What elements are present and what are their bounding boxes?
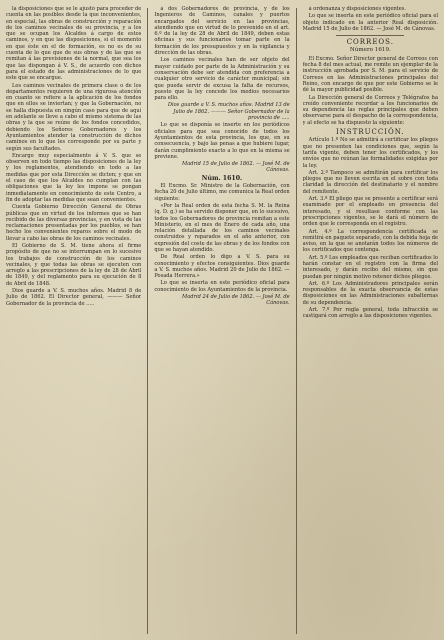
column-divider bbox=[147, 8, 148, 634]
column-3 bbox=[303, 6, 438, 636]
article-paragraph: Art. 3.º El pliego que se presente a certificar será examinado por el empleado en presencia del interesado, y si resultase conforme con las prescripciones vigentes, se le dará el número de orden que le corresponda en el registro. bbox=[302, 196, 438, 228]
instruction-title: INSTRUCCIÓN. bbox=[335, 128, 405, 137]
paragraph: El Excmo. Señor Director general de Correos con fecha 8 del mes actual, me remite un ejemplar de la instrucción aprobada por S. M. para el servicio de Correos en las Administraciones principales del Reino, con encargo de que por este Gobierno se le dé la mayor publicidad posible. bbox=[302, 55, 438, 94]
paragraph: Los caminos vecinales han de ser objeto del mayor cuidado por parte de la Administración y su conservación debe ser atendida con preferencia a cualquier otro servicio de carácter municipal; sin que pueda servir de excusa la falta de recursos, puesto que la ley concede los medios necesarios para ello. bbox=[154, 57, 290, 102]
paragraph: la disposiciones que se le ajustó para proceder de cuenta en las posibles desde la que inconvenientes, en especial, las obras de construcción y reparación de los caminos vecinales de su provincia, y a los que se ocupan los Alcaldes á cargo de estos caminos, y en que las disposiciones, si el momento en que éste en el de formación, es no es de su cuenta de lo que que de sus obras y de las que se remitan á las previsiones de la normal, que sea los que las dispongan á V. S., de acuerdo con dichos para el estado de las administraciones de lo que este que se encargue. bbox=[6, 6, 142, 82]
section-title: CORREOS. bbox=[346, 38, 394, 47]
article-paragraph: Art. 6.º Los Administradores principales serán responsables de la exacta observancia de estas disposiciones en las Administraciones subalternas de su dependencia. bbox=[302, 280, 438, 306]
article-paragraph: Art. 7.º Por regla general, toda infracción se castigará con arreglo a las disposiciones vigentes. bbox=[302, 307, 438, 320]
column-1 bbox=[6, 6, 141, 636]
column-divider bbox=[296, 8, 297, 634]
paragraph: Lo que se inserta en este periódico oficial para el objeto indicado en la anterior Real disposición. Madrid 15 de Julio de 1862. — José M. de Cánovas. bbox=[302, 13, 438, 32]
paragraph: Encargo muy especialmente á V. S. que se observen en todo tiempo las disposiciones de la ley y los reglamentos, atendiendo en todo a las medidas que por esta Dirección se dicten; y que en el caso de que los Alcaldes no cumplan con las obligaciones que la ley les impone se pongan inmediatamente en conocimiento de este Centro, a fin de adoptar las medidas que sean convenientes. bbox=[6, 152, 142, 203]
paragraph: Lo que se disponía se inserte en los periódicos oficiales para que sea conocido de todos los Ayuntamientos de esta provincia, los que, en su consecuencia, y bajo las penas a que hubiere lugar, darán cumplimiento exacto a lo que en la misma se previene. bbox=[154, 122, 290, 160]
paragraph: Dios guarde a V. S. muchos años. Madrid 8 de Julio de 1862. El Director general, ——— Señor Gobernador de la provincia de ..... bbox=[6, 288, 142, 307]
signature-line: Madrid 24 de Julio de 1862. — José M. de Cánovas. bbox=[182, 294, 290, 307]
paragraph: á ordenanza y disposiciones vigentes. bbox=[308, 6, 407, 12]
signature-line: Madrid 15 de Julio de 1862. — José M. de Cánovas. bbox=[182, 161, 290, 174]
article-paragraph: Art. 5.º Los empleados que reciban certificados lo harán constar en el registro con la firma del interesado, y darán recibo del mismo, sin que puedan por ningún motivo retener dichos pliegos. bbox=[302, 254, 438, 280]
signature-line: Dios guarde a V. S. muchos años. Madrid 13 de Julio de 1862. ——— Señor Gobernador de la provincia de ..... bbox=[167, 102, 290, 122]
paragraph: Cuenta Gobierno Dirección General de Obras públicas que en virtud de los informes que se han recibido de las diversas provincias, y en vista de las reclamaciones presentadas por los pueblos, se han hecho los convenientes reparos sobre el modo de llevar a cabo las obras de los caminos vecinales. bbox=[6, 204, 142, 242]
article-paragraph: Artículo 1.º No se admitirá a certificar los pliegos que no presenten las condiciones que, según la tarifa vigente, deben tener los certificados, y los envíos que no reúnan las formalidades exigidas por la ley. bbox=[302, 137, 438, 169]
item-number-heading: Núm. 1610. bbox=[201, 174, 243, 182]
paragraph: á dos Gobernadores de provincia, y de los Ingenieros de Caminos, canales y puertos encargados del servicio en las provincias, atendiendo que en virtud de lo prevenido en el art. 6.º de la ley de 28 de Abril de 1849, deben estas oficinas y sus funcionarios tomar parte en la formación de los presupuestos y en la vigilancia y dirección de las obras. bbox=[154, 6, 290, 57]
column-2 bbox=[154, 6, 289, 636]
paragraph: Lo que se inserta en este periódico oficial para conocimiento de los Ayuntamientos de la provincia. bbox=[154, 280, 290, 293]
divider-line bbox=[336, 35, 404, 36]
paragraph: El Excmo. Sr. Ministro de la Gobernación, con fecha 20 de Julio último, me comunica la Real orden siguiente: bbox=[154, 183, 290, 202]
paragraph: «Por la Real orden de esta fecha S. M. la Reina (q. D. g.) se ha servido disponer que, en lo sucesivo, todos los Gobernadores de provincia remitan a este Ministerio, en el mes de Enero de cada año, una relación detallada de los caminos vecinales construidos y reparados en el año anterior, con expresión del coste de las obras y de los fondos con que se hayan atendido. bbox=[154, 202, 290, 253]
paragraph: El Gobierno de S. M. tiene ahora el firme propósito de que no se interrumpan en lo sucesivo los trabajos de construcción de los caminos vecinales, y que todas las obras se ejecuten con arreglo a las prescripciones de la ley de 28 de Abril de 1849, y del reglamento para su ejecución de 8 de Abril de 1848. bbox=[6, 242, 142, 287]
paragraph: De Real orden lo digo a V. S. para su conocimiento y efectos consiguientes. Dios guarde a V. S. muchos años. Madrid 20 de Julio de 1862. — Posada Herrera.» bbox=[154, 254, 290, 280]
paragraph: La Dirección general de Correos y Telégrafos ha creído conveniente recordar a los funcionarios de su dependencia las reglas principales que deben observarse para el despacho de la correspondencia, y al efecto se ha dispuesto la siguiente: bbox=[302, 94, 438, 126]
article-paragraph: Art. 4.º La correspondencia certificada se remitirá en paquete separado, con la debida hoja de aviso, en la que se anotarán todos los números de los certificados que contenga. bbox=[302, 228, 438, 254]
article-paragraph: Art. 2.º Tampoco se admitirán para certificar los pliegos que no lleven escrita en el sobre con toda claridad la dirección del destinatario y el nombre del remitente. bbox=[302, 169, 438, 195]
item-number-heading: Número 1619. bbox=[349, 47, 391, 54]
paragraph: Los caminos vecinales de primera clase o de los departamentos requieren de una rigurosa atención en cuanto se refiere a la aplicación de los fondos que en ellos se inviertan; y que la Gobernación, no se halla dispuesta en ningún caso para que de aquí en adelante se lleve a cabo el mismo sistema de las obras y la que se reúne de los fondos concedidos, debiendo los Señores Gobernadores y los Ayuntamientos atender la construcción de dichos caminos en lo que les corresponde por su parte y según sus facultades. bbox=[6, 82, 142, 152]
